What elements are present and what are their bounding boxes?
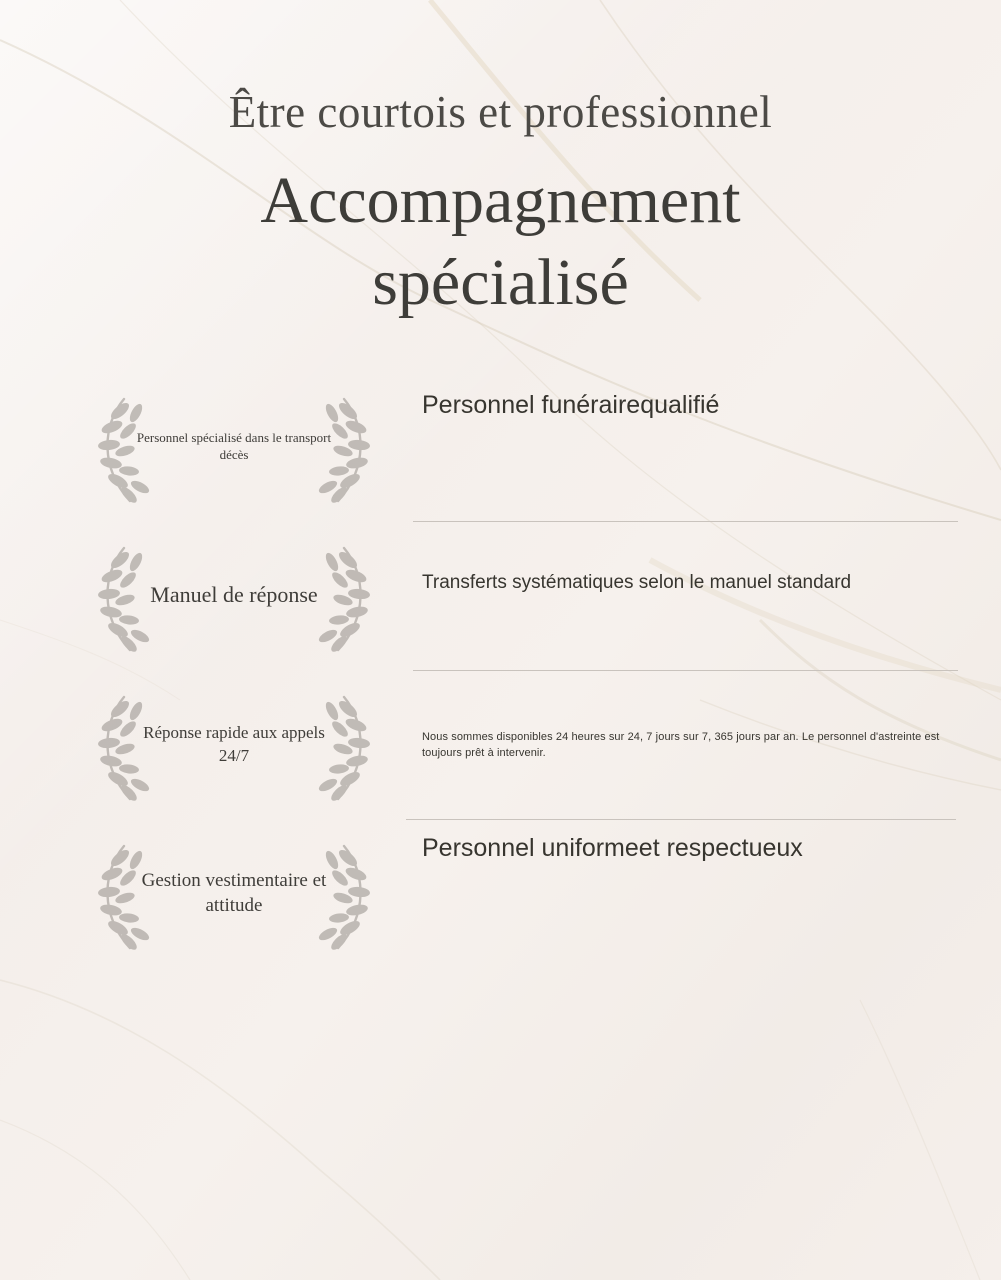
wreath-badge	[84, 522, 384, 670]
badge-label: Gestion vestimentaire et attitude	[141, 869, 327, 916]
list-item	[48, 820, 961, 968]
list-item	[48, 671, 961, 819]
page-header	[0, 0, 1001, 325]
badge-label: Personnel spécialisé dans le transport décès	[136, 429, 332, 462]
badge-label: Manuel de réponse	[150, 582, 318, 608]
feature-list	[0, 373, 1001, 968]
wreath-badge	[84, 820, 384, 968]
wreath-badge	[84, 671, 384, 819]
item-description: Transferts systématiques selon le manuel standard	[422, 571, 852, 593]
list-item	[48, 373, 961, 521]
eyebrow-text: Être courtois et professionnel	[228, 87, 773, 137]
item-description: Personnel uniformeet respectueux	[422, 833, 803, 862]
item-description: Nous sommes disponibles 24 heures sur 24, 7 jours sur 7, 365 jours par an. Le personnel d'astreinte est toujours prêt à intervenir.	[422, 730, 940, 759]
list-item	[48, 522, 961, 670]
page-title: Accompagnement spécialisé	[260, 163, 741, 319]
item-description: Personnel funérairequalifié	[422, 390, 720, 419]
wreath-badge	[84, 373, 384, 521]
badge-label: Réponse rapide aux appels 24/7	[143, 723, 325, 765]
